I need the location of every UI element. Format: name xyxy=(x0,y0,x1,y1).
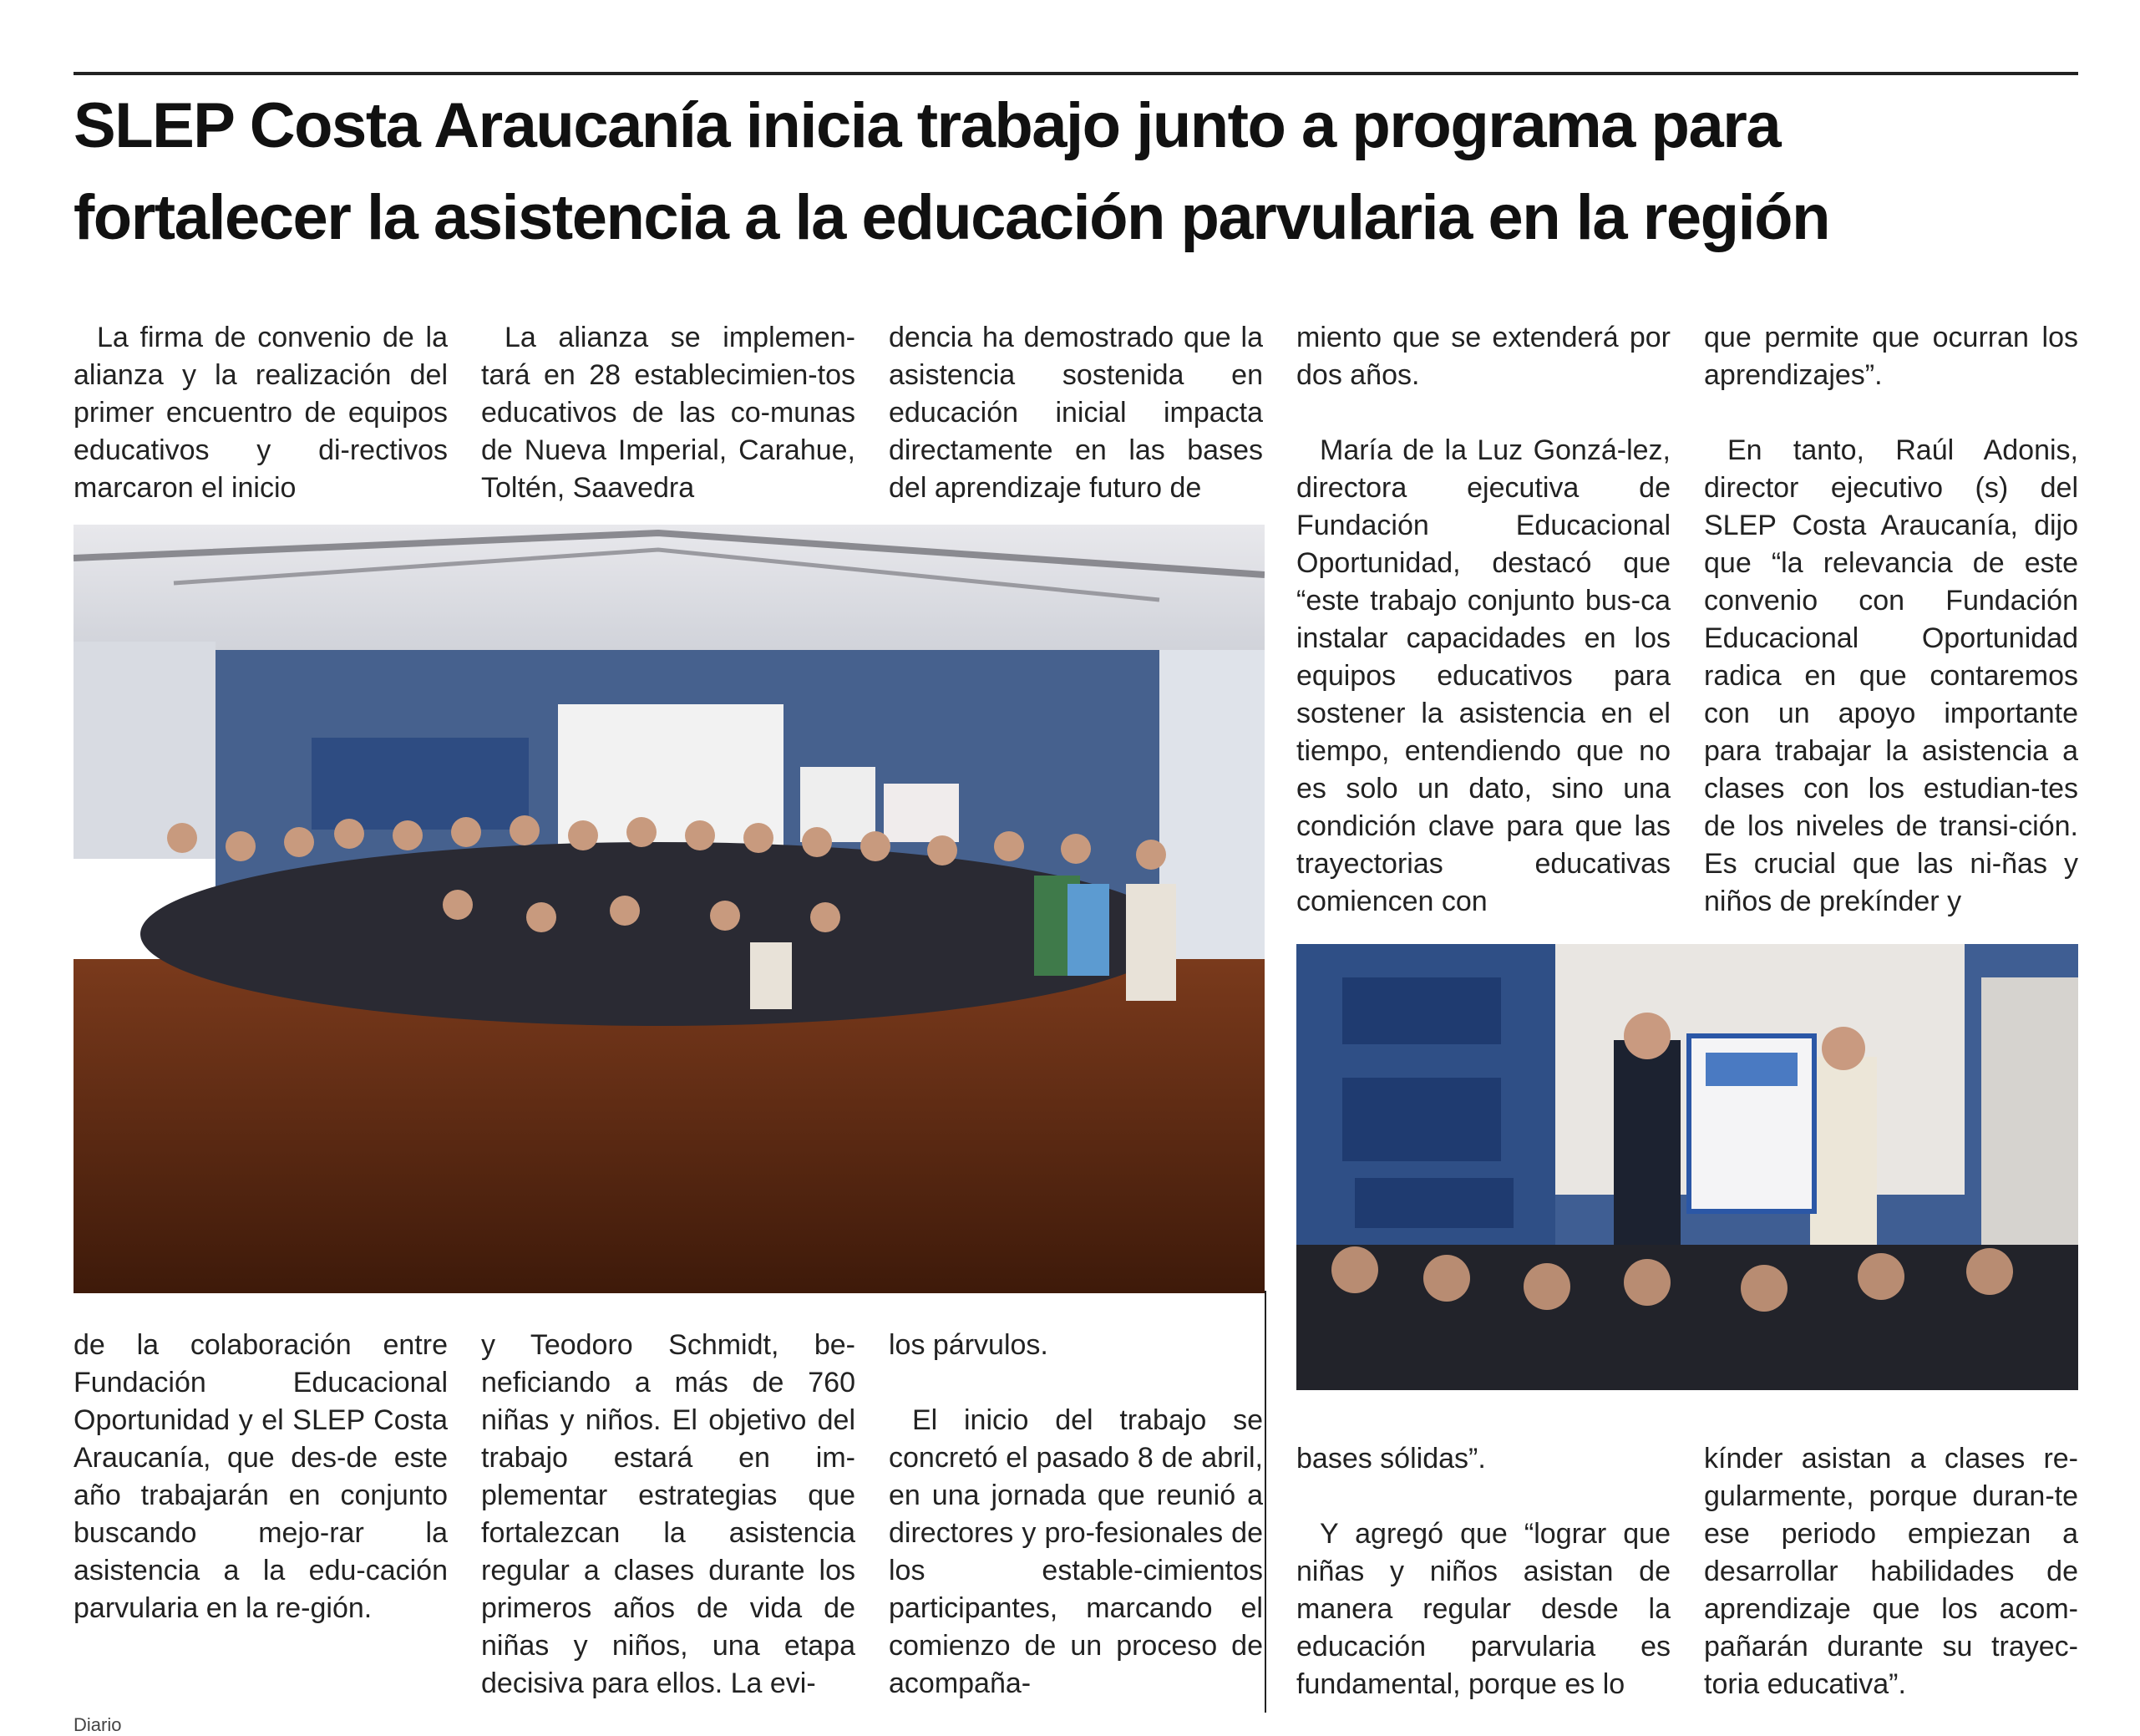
group-photo xyxy=(74,525,1265,1293)
text-line: de la colaboración entre xyxy=(74,1329,448,1361)
text-line: y Teodoro Schmidt, be- xyxy=(481,1329,855,1361)
text-line: para trabajar la asistencia xyxy=(1704,735,2063,767)
text-line: sino una condición clave xyxy=(1296,773,1671,842)
text-line: para que las trayectorias xyxy=(1296,810,1671,880)
text-line: del trabajo estará en im- xyxy=(481,1404,855,1474)
footer-publication: Diario xyxy=(74,1714,122,1735)
text-line: plementar estrategias que xyxy=(481,1480,855,1511)
text-line: educativas comiencen con xyxy=(1296,848,1671,917)
text-line: educación inicial impacta xyxy=(889,397,1263,429)
col3-bottom xyxy=(889,1327,1263,1703)
text-line: Fundación Educacional xyxy=(1296,510,1671,541)
text-line: la asistencia sostenida en xyxy=(889,322,1263,391)
text-line: que no es solo un dato, xyxy=(1296,735,1671,805)
text-line: del aprendizaje futuro de xyxy=(889,472,1202,504)
text-line: convenio con Fundación xyxy=(1704,585,2078,617)
col5-bottom xyxy=(1704,1440,2078,1703)
top-rule xyxy=(74,72,2078,75)
col4-bottom xyxy=(1296,1440,1671,1703)
text-line: los primeros años de vida xyxy=(481,1555,855,1624)
text-line: Carahue, Toltén, Saavedra xyxy=(481,434,855,504)
col4-top xyxy=(1296,319,1671,921)
text-line: para sostener la asistencia xyxy=(1296,660,1671,729)
col2-bottom xyxy=(481,1327,855,1703)
text-line: bases sólidas”. xyxy=(1296,1443,1486,1475)
text-line: tos educativos de las co- xyxy=(481,359,855,429)
text-line: miento que se extenderá xyxy=(1296,322,1630,353)
text-line: fundamental, porque es lo xyxy=(1296,1668,1625,1700)
text-line: gularmente, porque duran- xyxy=(1704,1480,2055,1512)
text-line: regular a clases durante xyxy=(481,1555,819,1586)
text-line: ñas y niños de prekínder y xyxy=(1704,848,2078,917)
text-line: en los equipos educativos xyxy=(1296,622,1671,692)
text-line: director ejecutivo (s) del xyxy=(1704,472,2078,504)
column-divider xyxy=(1265,1291,1266,1713)
text-line: fortalezcan la asistencia xyxy=(481,1517,855,1549)
text-line: munas de Nueva Imperial, xyxy=(481,397,855,466)
col1-bottom xyxy=(74,1327,448,1627)
text-line: en el tiempo, entendiendo xyxy=(1296,698,1671,767)
text-line: decisiva para ellos. La evi- xyxy=(481,1667,816,1699)
text-line: El inicio del trabajo se xyxy=(912,1404,1263,1436)
text-line: “este trabajo conjunto bus- xyxy=(1296,585,1641,617)
text-line: rar la asistencia a la edu- xyxy=(74,1517,448,1586)
text-line: SLEP Costa Araucanía, dijo xyxy=(1704,510,2078,541)
text-line: los párvulos. xyxy=(889,1329,1048,1361)
text-line: equipos educativos y di- xyxy=(74,397,448,466)
text-line: gión. xyxy=(310,1592,373,1624)
text-line: que permite que ocurran xyxy=(1704,322,2042,353)
headline-line-1: SLEP Costa Araucanía inicia trabajo junto a programa para xyxy=(74,90,1781,161)
text-line: cimientos participantes, xyxy=(889,1555,1263,1624)
text-line: Fundación Educacional xyxy=(74,1367,448,1398)
text-line: que niñas y niños asistan xyxy=(1296,1518,1671,1587)
headline xyxy=(74,80,2078,264)
text-line: niñas y niños. El objetivo xyxy=(481,1404,818,1436)
text-line: kínder asistan a clases re- xyxy=(1704,1443,2078,1475)
text-line: fesionales de los estable- xyxy=(889,1517,1263,1586)
text-line: tará en 28 establecimien- xyxy=(481,359,818,391)
text-line: del primer encuentro de xyxy=(74,359,448,429)
text-line: a clases con los estudian- xyxy=(1704,735,2078,805)
text-line: con un apoyo importante xyxy=(1704,698,2078,729)
text-line: Oportunidad y el SLEP xyxy=(74,1404,374,1436)
text-line: abril, en una jornada que xyxy=(889,1442,1263,1511)
text-line: de niñas y niños, una etapa xyxy=(481,1592,855,1662)
col5-top xyxy=(1704,319,2078,921)
text-line: ción. Es crucial que las ni- xyxy=(1704,810,2078,880)
text-line: cación parvularia en la re- xyxy=(74,1555,448,1624)
text-line: ca instalar capacidades xyxy=(1296,585,1671,654)
text-line: aprendizaje que los acom- xyxy=(1704,1593,2078,1625)
text-line: desarrollar habilidades de xyxy=(1704,1556,2078,1587)
text-line: concretó el pasado 8 de xyxy=(889,1442,1202,1474)
text-line: En tanto, Raúl Adonis, xyxy=(1727,434,2078,466)
text-line: dencia ha demostrado que xyxy=(889,322,1241,353)
text-line: lez, directora ejecutiva de xyxy=(1296,434,1671,504)
text-line: toria educativa”. xyxy=(1704,1668,1906,1700)
text-line: que “la relevancia de este xyxy=(1704,547,2078,579)
text-line: conjunto buscando mejo- xyxy=(74,1480,448,1549)
text-line: La alianza se implemen- xyxy=(505,322,855,353)
text-line: Y agregó que “lograr xyxy=(1320,1518,1624,1550)
text-line: radica en que contaremos xyxy=(1704,660,2078,692)
text-line: te ese periodo empiezan a xyxy=(1704,1480,2078,1550)
text-line: neficiando a más de 760 xyxy=(481,1367,855,1398)
headline-line-2: fortalecer la asistencia a la educación parvularia en la región xyxy=(74,182,1830,253)
text-line: la educación parvularia es xyxy=(1296,1593,1671,1662)
text-line: los aprendizajes”. xyxy=(1704,322,2078,391)
text-line: María de la Luz Gonzá- xyxy=(1320,434,1627,466)
text-line: directamente en las bases xyxy=(889,434,1263,466)
text-line: Costa Araucanía, que des- xyxy=(74,1404,448,1474)
text-line: pañarán durante su trayec- xyxy=(1704,1631,2078,1662)
col3-top xyxy=(889,319,1263,507)
text-line: la alianza y la realización xyxy=(74,322,448,391)
text-line: de este año trabajarán en xyxy=(74,1442,448,1511)
text-line: tes de los niveles de transi- xyxy=(1704,773,2078,842)
text-line: por dos años. xyxy=(1296,322,1671,391)
text-line: reunió a directores y pro- xyxy=(889,1480,1263,1549)
text-line: La firma de convenio de xyxy=(97,322,426,353)
text-line: un proceso de acompaña- xyxy=(889,1630,1263,1699)
text-line: Oportunidad, destacó que xyxy=(1296,547,1671,579)
signing-photo xyxy=(1296,944,2078,1390)
text-line: marcando el comienzo de xyxy=(889,1592,1263,1662)
text-line: rectivos marcaron el inicio xyxy=(74,434,448,504)
col2-top xyxy=(481,319,855,507)
col1-top xyxy=(74,319,448,507)
text-line: de manera regular desde xyxy=(1296,1556,1671,1625)
text-line: Educacional Oportunidad xyxy=(1704,622,2078,654)
